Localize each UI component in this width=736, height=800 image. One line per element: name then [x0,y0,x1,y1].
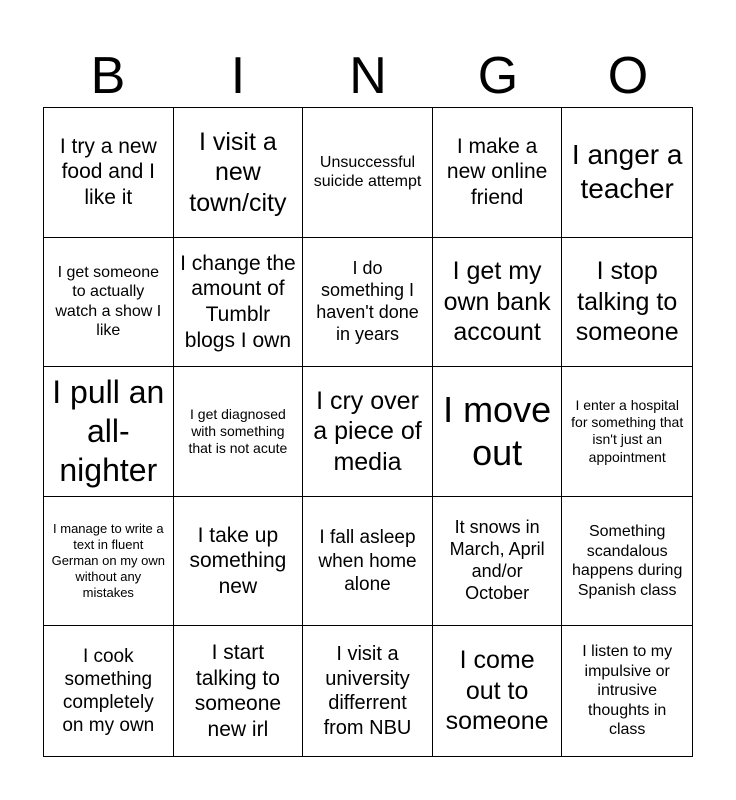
cell-text: It snows in March, April and/or October [449,517,545,604]
header-letter-b: B [90,47,126,105]
bingo-cell[interactable] [44,108,174,238]
header-letter-i: I [230,47,246,105]
cell-text: I visit a university differrent from NBU [323,643,412,739]
bingo-header [43,44,693,108]
cell-text: I try a new food and I like it [59,134,157,210]
bingo-cell[interactable] [303,238,433,368]
bingo-cell[interactable] [174,626,304,756]
bingo-cell[interactable] [303,626,433,756]
bingo-cell[interactable] [303,497,433,627]
bingo-cell[interactable] [303,108,433,238]
cell-text: I stop talking to someone [575,257,679,347]
bingo-cell[interactable] [44,238,174,368]
cell-text: Unsuccessful suicide attempt [313,153,422,191]
bingo-cell[interactable] [433,238,563,368]
bingo-cell[interactable] [44,367,174,497]
bingo-board [43,107,693,757]
cell-text: Something scandalous happens during Spanish class [572,523,683,599]
cell-text: I move out [443,388,552,474]
header-letter-n: N [349,47,387,105]
cell-text: I do something I haven't done in years [316,257,419,344]
cell-text: I make a new online friend [446,134,548,210]
bingo-cell[interactable] [174,108,304,238]
cell-text: I start talking to someone new irl [194,640,282,741]
bingo-cell[interactable] [303,367,433,497]
cell-text: I cry over a piece of media [313,386,422,476]
bingo-cell[interactable] [562,367,692,497]
bingo-cell[interactable] [433,108,563,238]
header-letter-g: G [477,47,519,105]
bingo-cell[interactable] [433,497,563,627]
bingo-cell[interactable] [44,497,174,627]
bingo-cell[interactable] [562,497,692,627]
bingo-cell[interactable] [562,108,692,238]
cell-text: I cook something completely on my own [62,645,155,737]
bingo-cell[interactable] [433,626,563,756]
header-letter-o: O [607,47,649,105]
bingo-cell[interactable] [562,238,692,368]
cell-text: I get diagnosed with something that is not acute [188,405,288,457]
bingo-cell[interactable] [174,497,304,627]
cell-text: I pull an all-nighter [52,373,165,488]
cell-text: I get my own bank account [443,257,551,347]
bingo-cell[interactable] [174,367,304,497]
cell-text: I come out to someone [445,646,549,736]
cell-text: I change the amount of Tumblr blogs I own [180,251,296,352]
bingo-cell[interactable] [562,626,692,756]
cell-text: I anger a teacher [571,139,683,205]
cell-text: I take up something new [189,523,287,598]
cell-text: I manage to write a text in fluent German on my own without any mistakes [51,521,166,600]
bingo-cell[interactable] [174,238,304,368]
bingo-cell[interactable] [433,367,563,497]
bingo-cell[interactable] [44,626,174,756]
cell-text: I fall asleep when home alone [318,527,417,595]
cell-text: I enter a hospital for something that isn't just an appointment [571,397,684,465]
cell-text: I visit a new town/city [189,127,287,217]
cell-text: I get someone to actually watch a show I like [55,263,162,340]
cell-text: I listen to my impulsive or intrusive thoughts in class [582,643,673,739]
